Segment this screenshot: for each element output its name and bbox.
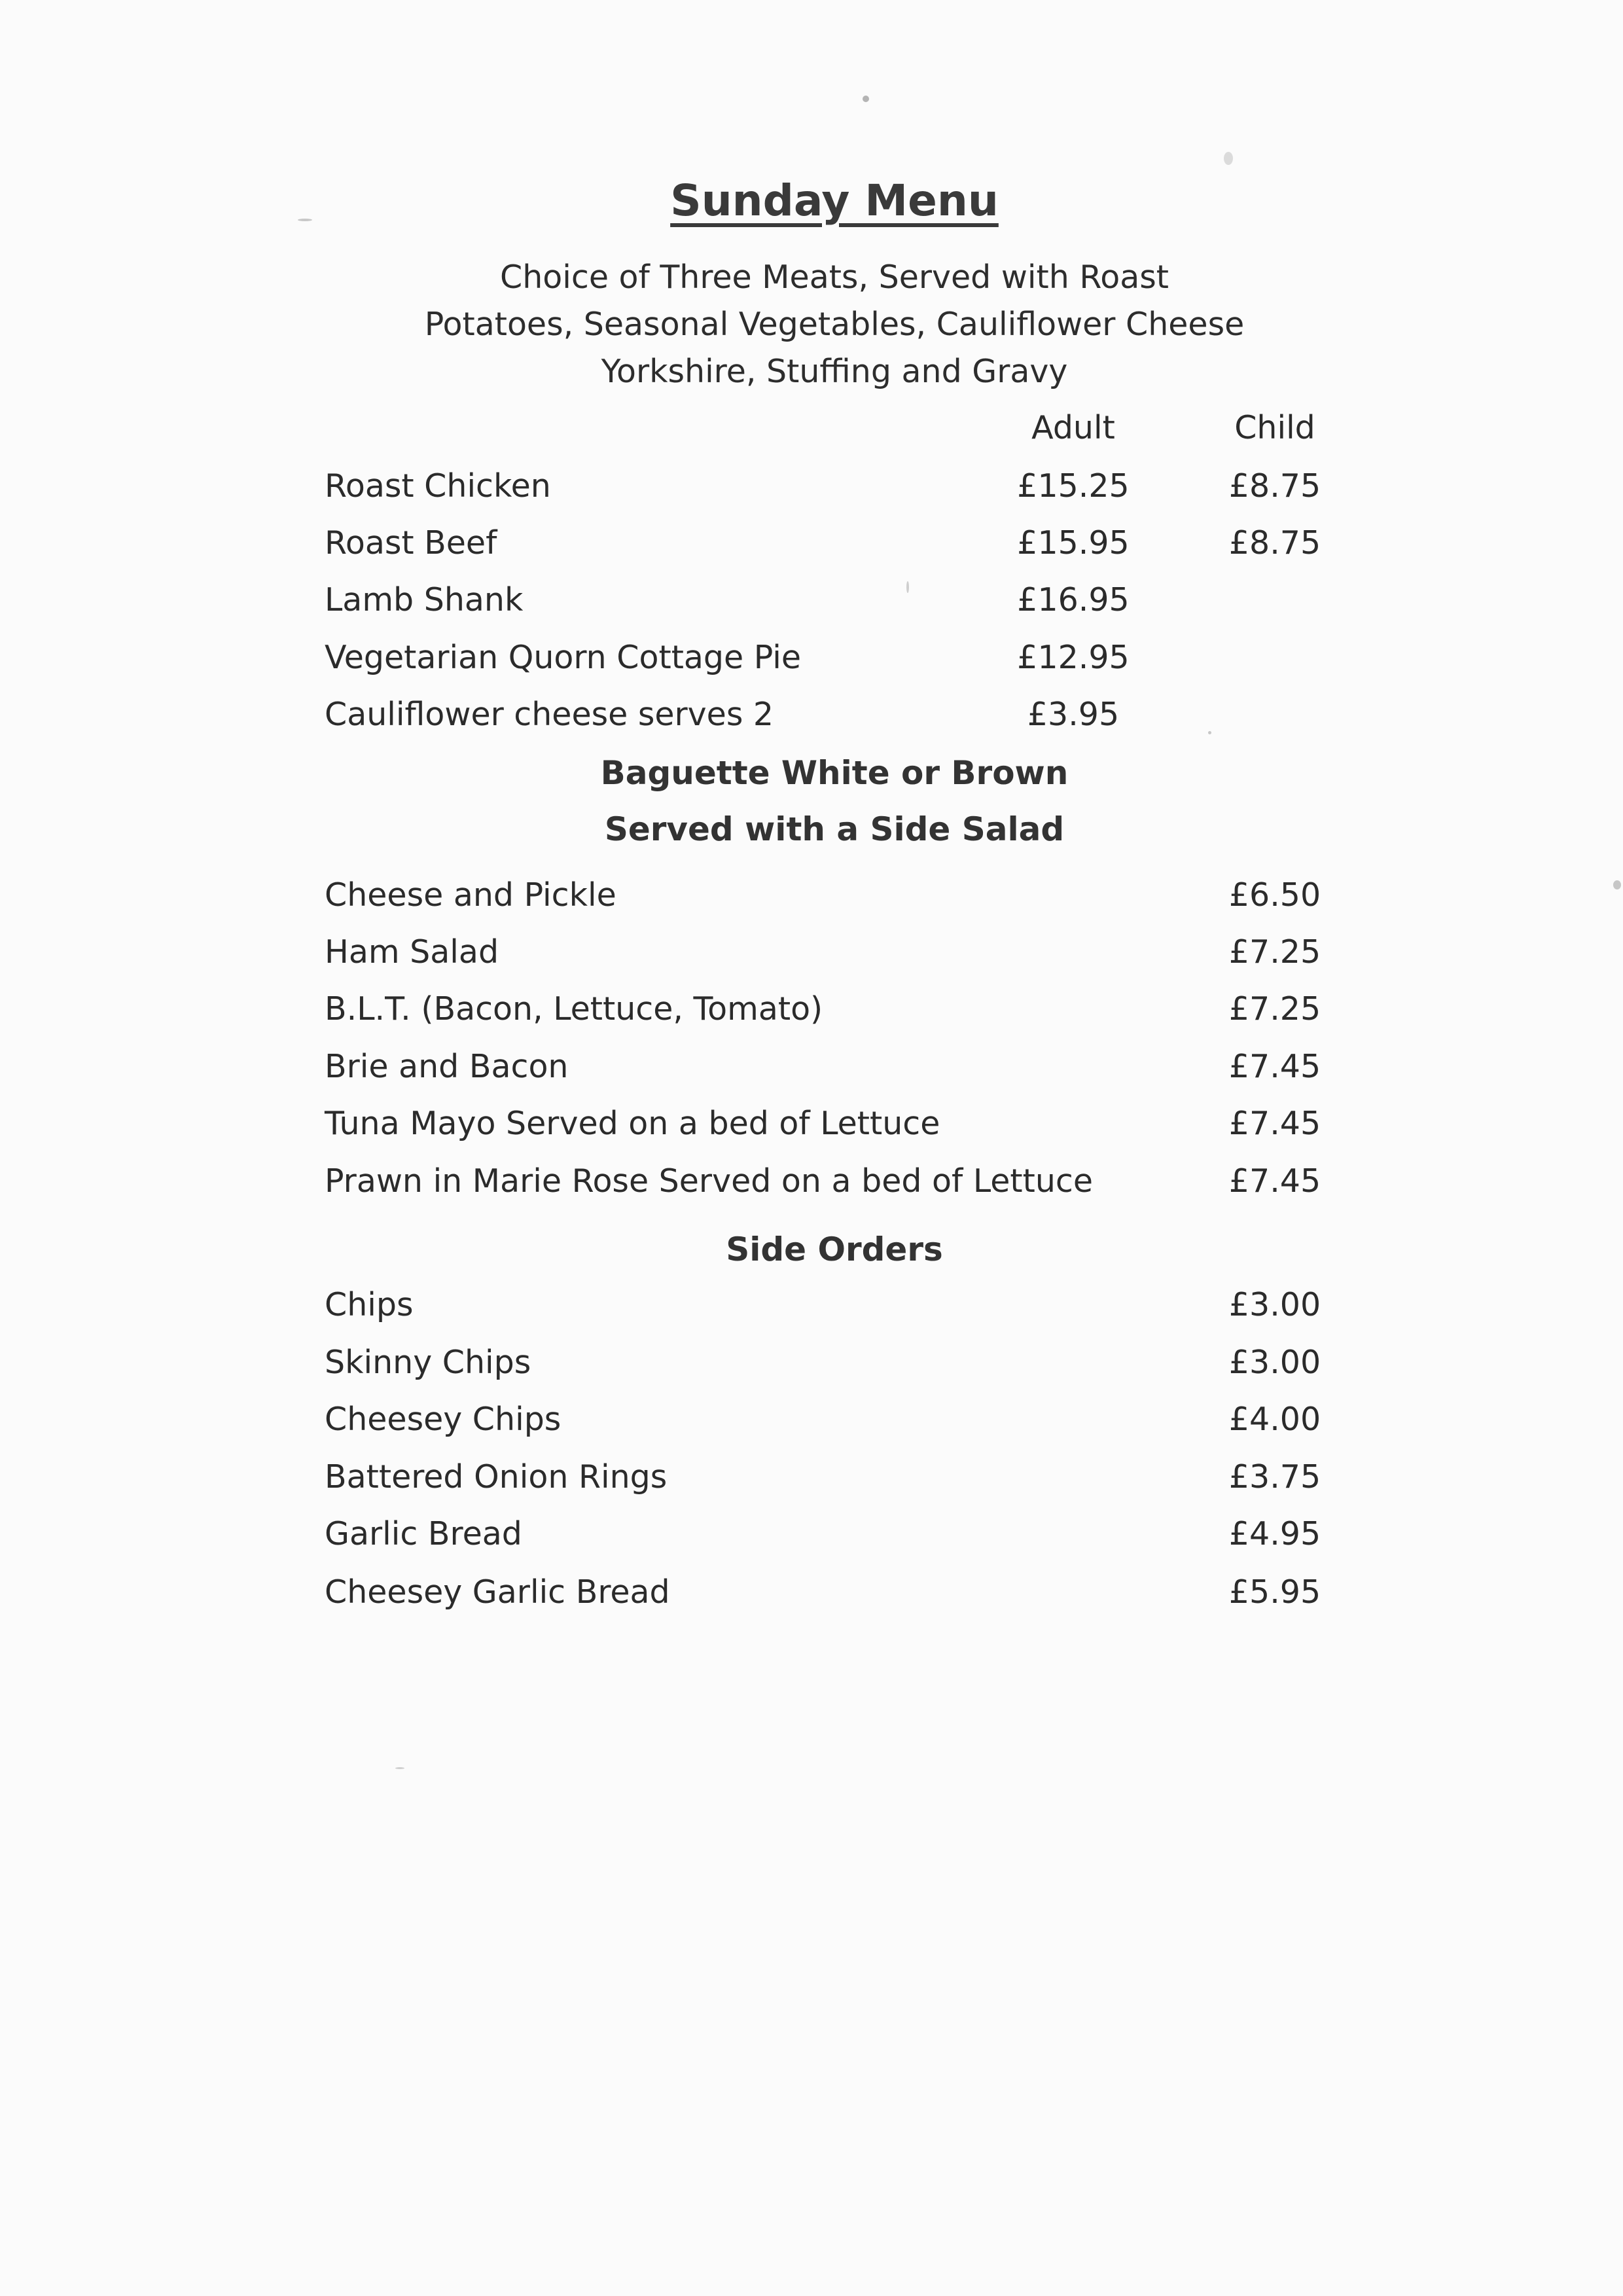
item-price: £4.95 — [1228, 1515, 1321, 1552]
baguette-row — [0, 1155, 1623, 1212]
item-price: £7.25 — [1228, 990, 1321, 1028]
item-name: Roast Chicken — [325, 467, 551, 505]
roast-row — [0, 688, 1623, 745]
adult-column-header: Adult — [1031, 409, 1115, 446]
adult-price: £15.25 — [1017, 467, 1130, 505]
side-orders-heading: Side Orders — [726, 1230, 943, 1268]
side-row — [0, 1278, 1623, 1336]
item-name: Vegetarian Quorn Cottage Pie — [325, 639, 801, 676]
item-name: Brie and Bacon — [325, 1048, 569, 1085]
item-name: Skinny Chips — [325, 1344, 531, 1381]
adult-price: £12.95 — [1017, 639, 1130, 676]
item-name: Battered Onion Rings — [325, 1458, 668, 1496]
intro-line: Potatoes, Seasonal Vegetables, Cauliflower Cheese — [424, 306, 1245, 343]
child-price: £8.75 — [1228, 467, 1321, 505]
side-row — [0, 1450, 1623, 1508]
baguette-subheading: Served with a Side Salad — [604, 810, 1065, 848]
item-price: £7.45 — [1228, 1048, 1321, 1085]
item-name: Ham Salad — [325, 933, 499, 971]
roast-row — [0, 631, 1623, 689]
adult-price: £15.95 — [1017, 524, 1130, 562]
intro-text — [0, 254, 1623, 395]
item-name: Tuna Mayo Served on a bed of Lettuce — [325, 1105, 940, 1142]
adult-price: £3.95 — [1027, 696, 1120, 733]
side-row — [0, 1566, 1623, 1623]
item-price: £6.50 — [1228, 876, 1321, 914]
item-name: Cheese and Pickle — [325, 876, 616, 914]
baguette-row — [0, 925, 1623, 983]
item-name: Cheesey Garlic Bread — [325, 1573, 670, 1611]
roast-row — [0, 516, 1623, 574]
item-price: £3.00 — [1228, 1344, 1321, 1381]
side-row — [0, 1393, 1623, 1450]
item-name: Lamb Shank — [325, 581, 524, 619]
item-price: £5.95 — [1228, 1573, 1321, 1611]
scan-speck — [1224, 152, 1233, 165]
side-row — [0, 1336, 1623, 1393]
adult-price: £16.95 — [1017, 581, 1130, 619]
intro-line: Yorkshire, Stuffing and Gravy — [601, 353, 1068, 390]
roast-row — [0, 573, 1623, 631]
item-price: £3.75 — [1228, 1458, 1321, 1496]
baguette-row — [0, 982, 1623, 1040]
item-name: Garlic Bread — [325, 1515, 522, 1552]
item-name: Prawn in Marie Rose Served on a bed of Lettuce — [325, 1162, 1093, 1200]
baguette-row — [0, 1040, 1623, 1098]
item-name: Cauliflower cheese serves 2 — [325, 696, 774, 733]
side-row — [0, 1507, 1623, 1565]
baguette-heading: Baguette White or Brown — [600, 754, 1069, 792]
item-name: Cheesey Chips — [325, 1401, 562, 1438]
baguette-row — [0, 869, 1623, 926]
page-title: Sunday Menu — [670, 175, 999, 226]
intro-line: Choice of Three Meats, Served with Roast — [500, 259, 1169, 296]
item-name: Roast Beef — [325, 524, 497, 562]
item-price: £4.00 — [1228, 1401, 1321, 1438]
baguette-row — [0, 1097, 1623, 1155]
scan-speck — [863, 96, 869, 102]
scan-speck — [395, 1767, 404, 1769]
item-name: Chips — [325, 1286, 414, 1323]
item-price: £7.45 — [1228, 1105, 1321, 1142]
item-name: B.L.T. (Bacon, Lettuce, Tomato) — [325, 990, 823, 1028]
roast-row — [0, 459, 1623, 517]
item-price: £3.00 — [1228, 1286, 1321, 1323]
item-price: £7.25 — [1228, 933, 1321, 971]
child-column-header: Child — [1234, 409, 1315, 446]
item-price: £7.45 — [1228, 1162, 1321, 1200]
child-price: £8.75 — [1228, 524, 1321, 562]
